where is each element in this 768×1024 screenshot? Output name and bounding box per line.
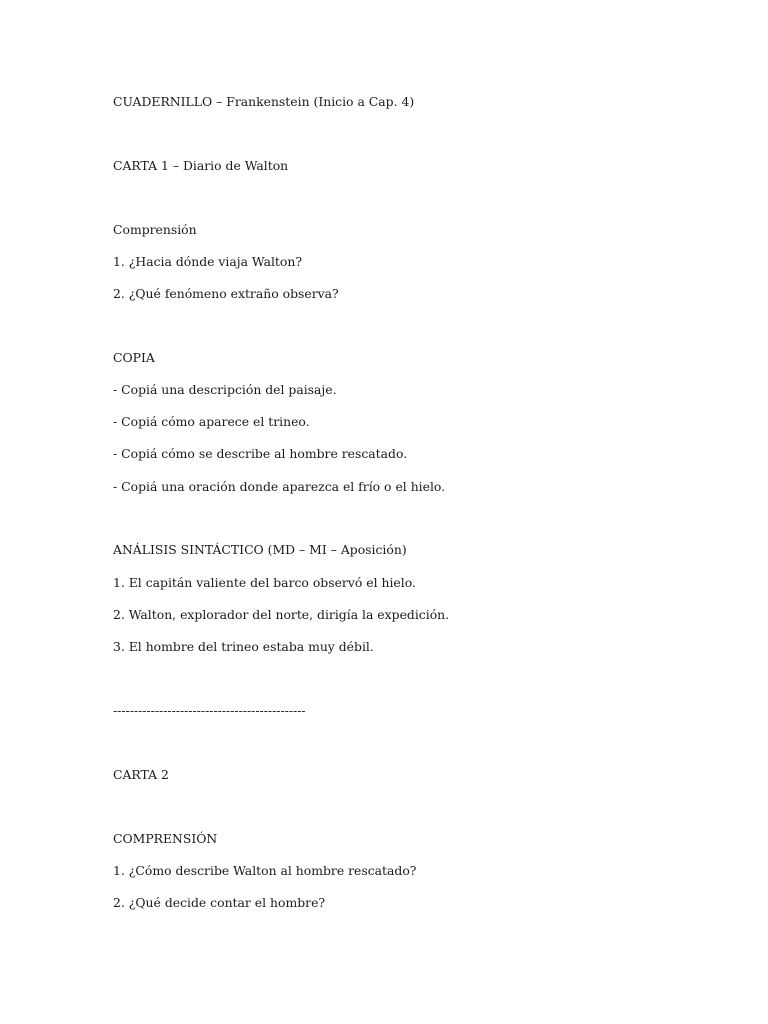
copia-item-2: - Copiá cómo aparece el trineo. bbox=[113, 414, 310, 429]
analisis-sentence-2: 2. Walton, explorador del norte, dirigía la expedición. bbox=[113, 607, 450, 622]
document-title: CUADERNILLO – Frankenstein (Inicio a Cap. 4) bbox=[113, 94, 415, 109]
carta2-question-2: 2. ¿Qué decide contar el hombre? bbox=[113, 895, 326, 910]
carta1-question-1: 1. ¿Hacia dónde viaja Walton? bbox=[113, 254, 302, 269]
copia-item-3: - Copiá cómo se describe al hombre rescatado. bbox=[113, 446, 408, 461]
copia-heading: COPIA bbox=[113, 350, 155, 365]
analisis-sentence-1: 1. El capitán valiente del barco observó el hielo. bbox=[113, 575, 416, 590]
analisis-heading: ANÁLISIS SINTÁCTICO (MD – MI – Aposición) bbox=[113, 542, 407, 557]
copia-item-4: - Copiá una oración donde aparezca el frío o el hielo. bbox=[113, 479, 446, 494]
carta2-comprension-heading: COMPRENSIÓN bbox=[113, 831, 218, 846]
copia-item-1: - Copiá una descripción del paisaje. bbox=[113, 382, 337, 397]
carta2-question-1: 1. ¿Cómo describe Walton al hombre rescatado? bbox=[113, 863, 417, 878]
section-divider: ---------------------------------------------- bbox=[113, 703, 306, 718]
carta1-question-2: 2. ¿Qué fenómeno extraño observa? bbox=[113, 286, 339, 301]
analisis-sentence-3: 3. El hombre del trineo estaba muy débil. bbox=[113, 639, 374, 654]
carta1-comprension-heading: Comprensión bbox=[113, 222, 197, 237]
carta2-heading: CARTA 2 bbox=[113, 767, 169, 782]
carta1-heading: CARTA 1 – Diario de Walton bbox=[113, 158, 289, 173]
